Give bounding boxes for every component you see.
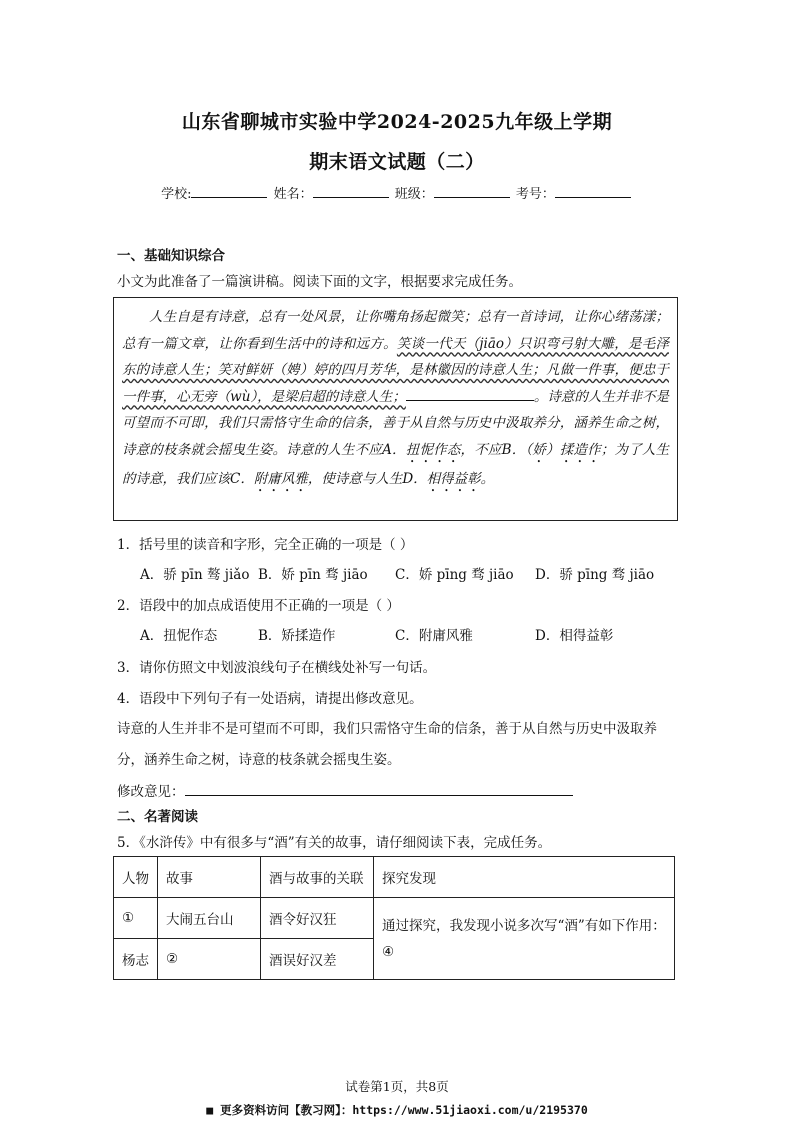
section1-intro: 小文为此准备了一篇演讲稿。阅读下面的文字，根据要求完成任务。 [117,274,522,290]
passage-sentence-6: ，使诗意与人生 [307,470,403,487]
row2-character: 杨志 [114,939,158,980]
q2-option-b[interactable]: B．矫揉造作 [258,628,336,644]
idiom-b-char: 娇 [532,441,547,458]
finding-cell[interactable] [374,898,675,980]
passage-paragraph: 人生自是有诗意，总有一处风景，让你嘴角扬起微笑；总有一首诗词，让你心绪荡漾；总有一篇文章，让你看到生活中的诗和远方。笑谈一代天（jiāo）只识弯弓射大雕，是毛泽东的诗意人生；笑对鲜妍（娉）婷的四月芳华，是林徽因的诗意人生；凡做一件事，便忠于一件事，心无旁（wù），是梁启超的诗意人生； 。诗意的人生并非不是可望而不可即，我们只需恪守生命的信条，善于从自然与历史中汲取养分，涵养生命之树，诗意的枝条就会摇曳生姿。诗意的人生不应A．扭怩作态，不应B．（娇）揉造作；为了人生的诗意，我们应该C．附庸风雅，使诗意与人生D．相得益彰。 [122,309,670,487]
row1-character[interactable]: ① [114,898,158,939]
q1-option-b[interactable]: B．娇 pīn 骛 jiāo [258,567,368,583]
q4-answer-row [117,780,573,800]
name-label: 姓名： [273,187,313,202]
idiom-a: 扭怩作态 [405,441,461,458]
q1-option-d[interactable]: D．骄 pīng 骛 jiāo [535,567,655,583]
q2-option-c[interactable]: C．附庸风雅 [395,628,473,644]
idiom-c: 附庸风雅 [253,470,308,487]
q4-answer-blank[interactable] [185,783,573,796]
q2-option-a[interactable]: A．扭怩作态 [140,628,218,644]
school-blank[interactable] [191,185,267,198]
header-story: 故事 [158,857,261,898]
finding-text: 通过探究，我发现小说多次写“酒”有如下作用： [382,917,666,934]
fill-in-blank[interactable] [406,387,534,401]
question-2: 2．语段中的加点成语使用不正确的一项是（ ） [117,598,400,614]
row1-story: 大闹五台山 [158,898,261,939]
reading-passage [113,297,678,521]
exam-title-line2: 期末语文试题（二） [309,151,485,173]
school-label: 学校: [161,187,192,202]
table-row [114,898,675,939]
q4-sentence-line1: 诗意的人生并非不是可望而不可即，我们只需恪守生命的信条，善于从自然与历史中汲取养 [117,721,657,737]
water-margin-table [113,856,675,980]
idiom-d: 相得益彰 [426,470,481,487]
option-b-label: B．（ [501,441,533,458]
passage-sentence-1: 人生自是有诗意，总有一处风景，让你嘴角扬起微笑；总有一首诗词，让你心绪荡漾；总有一篇文章，让你看到生活中的诗和远方。 [122,309,669,352]
class-blank[interactable] [434,185,510,198]
wavy-underlined-sentence: 笑谈一代天（jiāo）只识弯弓射大雕，是毛泽东的诗意人生；笑对鲜妍（娉）婷的四月芳华，是林徽因的诗意人生；凡做一件事，便忠于一件事，心无旁（wù），是梁启超的诗意人生； [122,335,669,405]
q1-option-a[interactable]: A．骄 pīn 骜 jiǎo [140,567,250,583]
question-5: 5．《水浒传》中有很多与“酒”有关的故事，请仔细阅读下表，完成任务。 [117,835,552,851]
q4-sentence-line2: 分，涵养生命之树，诗意的枝条就会摇曳生姿。 [117,752,401,768]
table-header-row [114,857,675,898]
option-d-label: D． [402,470,427,487]
name-blank[interactable] [313,185,389,198]
q1-option-c[interactable]: C．娇 pīng 骛 jiāo [395,567,514,583]
row2-story[interactable]: ② [158,939,261,980]
row2-relation: 酒误好汉差 [261,939,374,980]
passage-sentence-5: ；为了人生的诗意，我们应该 [122,441,670,487]
header-finding: 探究发现 [374,857,675,898]
exam-title-line1: 山东省聊城市实验中学2024-2025九年级上学期 [181,111,613,133]
finding-mark: ④ [382,943,395,960]
page-number: 试卷第1页，共8页 [345,1079,449,1094]
option-c-label: C． [230,470,254,487]
question-4: 4．语段中下列句子有一处语病，请提出修改意见。 [117,691,423,707]
exam-number-blank[interactable] [555,185,631,198]
row1-relation: 酒令好汉狂 [261,898,374,939]
header-character: 人物 [114,857,158,898]
section2-heading: 二、名著阅读 [117,809,198,825]
question-3: 3．请你仿照文中划波浪线句子在横线处补写一句话。 [117,660,437,676]
q2-option-d[interactable]: D．相得益彰 [535,628,614,644]
q4-answer-label: 修改意见： [117,784,185,800]
header-relation: 酒与故事的关联 [261,857,374,898]
passage-sentence-3: 。诗意的人生并非不是可望而不可即，我们只需恪守生命的信条，善于从自然与历史中汲取养分，涵养生命之树，诗意的枝条就会摇曳生姿。诗意的人生不应 [122,388,670,458]
passage-sentence-4: ，不应 [460,441,502,458]
idiom-b: 揉造作 [559,441,601,458]
question-1: 1．括号里的读音和字形，完全正确的一项是（ ） [117,537,414,553]
passage-sentence-7: 。 [480,470,495,487]
student-info-row [0,183,794,202]
section1-heading: 一、基础知识综合 [117,248,225,264]
exam-number-label: 考号： [515,187,555,202]
class-label: 班级： [394,187,434,202]
resource-banner-link[interactable]: ■ 更多资料访问【教习网】：https://www.51jiaoxi.com/u/2195370 [206,1103,588,1117]
option-a-label: A． [382,441,406,458]
